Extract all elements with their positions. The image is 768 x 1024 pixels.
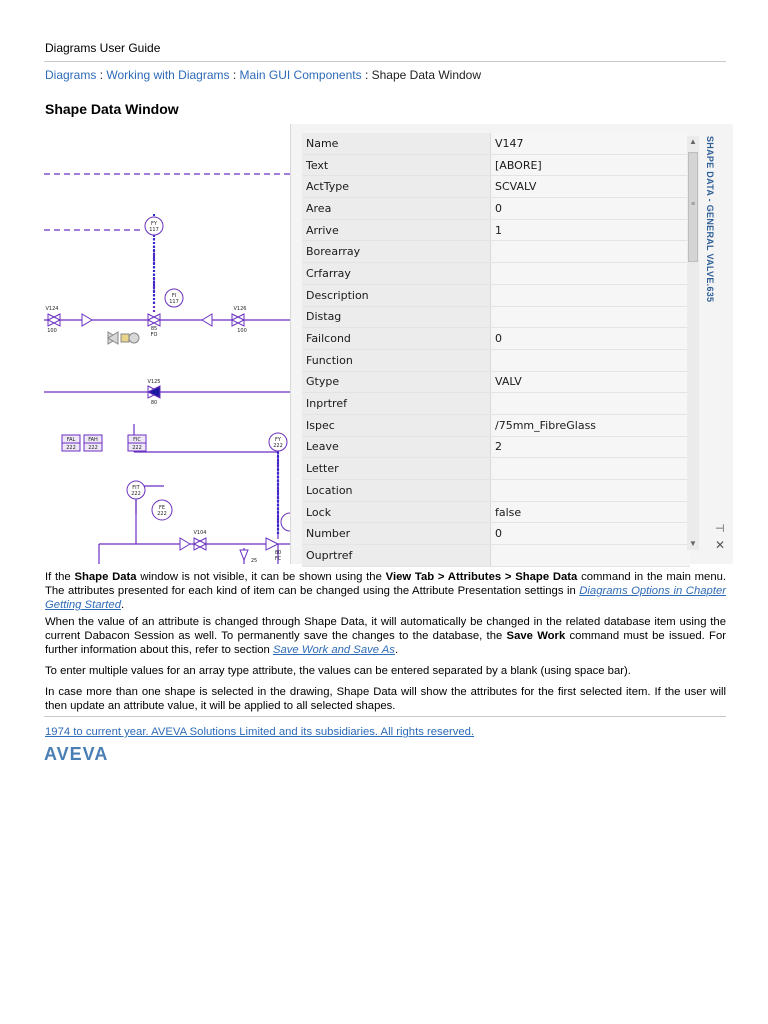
attribute-grid: [302, 133, 690, 567]
scroll-down-icon[interactable]: ▼: [689, 539, 697, 548]
attribute-value[interactable]: SCVALV: [491, 176, 691, 198]
paragraph-text: .: [120, 599, 125, 611]
table-row[interactable]: [302, 436, 690, 458]
attribute-value[interactable]: [491, 306, 691, 328]
attribute-value[interactable]: [491, 241, 691, 263]
attribute-name: Text: [302, 154, 491, 176]
scroll-up-icon[interactable]: ▲: [689, 137, 697, 146]
attribute-value[interactable]: false: [491, 501, 691, 523]
attribute-name: Arrive: [302, 219, 491, 241]
breadcrumb-current: Shape Data Window: [371, 68, 482, 82]
attribute-name: Name: [302, 133, 491, 154]
breadcrumb-link-main-gui-components[interactable]: Main GUI Components: [239, 68, 362, 82]
header-divider: [44, 61, 726, 62]
attribute-value[interactable]: [491, 480, 691, 502]
breadcrumb-link-working-with-diagrams[interactable]: Working with Diagrams: [106, 68, 230, 82]
copyright-link[interactable]: 1974 to current year. AVEVA Solutions Limited and its subsidiaries. All rights reserved.: [45, 726, 475, 738]
table-row[interactable]: [302, 349, 690, 371]
table-row[interactable]: [302, 545, 690, 567]
pin-icon[interactable]: ⊣: [715, 523, 725, 535]
breadcrumb-separator: :: [96, 68, 107, 82]
fic-label: FIC: [133, 437, 141, 443]
fe-number: 222: [157, 511, 167, 517]
paragraph-bold: Shape Data: [74, 571, 137, 583]
fy222-label: FY: [275, 437, 281, 443]
page-title: Shape Data Window: [45, 101, 179, 117]
table-row[interactable]: [302, 133, 690, 154]
table-row[interactable]: [302, 371, 690, 393]
attribute-value[interactable]: 1: [491, 219, 691, 241]
attribute-name: Location: [302, 480, 491, 502]
paragraph-multi-select: In case more than one shape is selected in the drawing, Shape Data will show the attributes for the first selected item. If the user will then update an attribute value, it will be applied to all selected shapes.: [45, 686, 726, 712]
v125-label: V125: [147, 379, 161, 385]
close-icon[interactable]: ✕: [715, 538, 726, 552]
attribute-name: Letter: [302, 458, 491, 480]
fc-label: FC: [274, 556, 282, 562]
table-row[interactable]: [302, 458, 690, 480]
fi117-label: FI: [171, 293, 177, 299]
attribute-name: Lock: [302, 501, 491, 523]
v125-size: 80: [150, 400, 158, 406]
fit-number: 222: [131, 491, 141, 497]
paragraph-visibility: [45, 570, 726, 612]
attribute-name: Ouprtref: [302, 545, 491, 567]
paragraph-array-values: To enter multiple values for an array type attribute, the values can be entered separated by a blank (using space bar).: [45, 665, 631, 677]
v124-size: 100: [47, 328, 57, 334]
guide-title: Diagrams User Guide: [45, 41, 161, 55]
fy222-number: 222: [273, 443, 283, 449]
paragraph-text: If the: [45, 571, 75, 583]
fy117-label: FY: [151, 221, 157, 227]
breadcrumb-separator: :: [229, 68, 240, 82]
table-row[interactable]: [302, 393, 690, 415]
attribute-name: Area: [302, 198, 491, 220]
attribute-value[interactable]: [491, 263, 691, 285]
v104-label: V104: [193, 530, 207, 536]
attribute-value[interactable]: [491, 458, 691, 480]
size-25-label: 25: [250, 558, 258, 564]
attribute-value[interactable]: 0: [491, 523, 691, 545]
attribute-value[interactable]: [491, 349, 691, 371]
fe-label: FE: [158, 505, 166, 511]
attribute-name: Distag: [302, 306, 491, 328]
attribute-name: Leave: [302, 436, 491, 458]
table-row[interactable]: [302, 414, 690, 436]
logo-text: AVEVA: [44, 744, 109, 764]
breadcrumb-link-diagrams[interactable]: Diagrams: [45, 68, 97, 82]
fah-label: FAH: [88, 437, 98, 443]
attribute-name: Function: [302, 349, 491, 371]
panel-title-vertical: [705, 136, 725, 436]
size-80-label: 80: [274, 550, 282, 556]
attribute-value[interactable]: [491, 284, 691, 306]
attribute-value[interactable]: [491, 545, 691, 567]
attribute-name: ActType: [302, 176, 491, 198]
fal-label: FAL: [66, 437, 76, 443]
link-save-work[interactable]: Save Work and Save As: [272, 644, 395, 656]
table-row[interactable]: [302, 284, 690, 306]
attribute-value[interactable]: 0: [491, 328, 691, 350]
table-row[interactable]: [302, 219, 690, 241]
table-row[interactable]: [302, 154, 690, 176]
attribute-value[interactable]: /75mm_FibreGlass: [491, 414, 691, 436]
attribute-value[interactable]: 0: [491, 198, 691, 220]
scroll-thumb[interactable]: [688, 152, 698, 262]
shape-data-panel: [290, 124, 733, 564]
attribute-name: Crfarray: [302, 263, 491, 285]
fy117-number: 117: [149, 227, 159, 233]
panel-title: SHAPE DATA - GENERAL VALVE.635: [705, 136, 715, 303]
paragraph-bold: Save Work: [506, 630, 566, 642]
attribute-name: Gtype: [302, 371, 491, 393]
attribute-value[interactable]: VALV: [491, 371, 691, 393]
fah-number: 222: [88, 445, 98, 451]
attribute-value[interactable]: [491, 393, 691, 415]
table-row[interactable]: [302, 480, 690, 502]
attribute-name: Description: [302, 284, 491, 306]
v126-size: 100: [237, 328, 247, 334]
valve-size: 85: [150, 326, 158, 332]
link-diagrams-options[interactable]: Diagrams Options in Chapter Getting Started: [45, 585, 726, 611]
attribute-name: Number: [302, 523, 491, 545]
table-row[interactable]: [302, 523, 690, 545]
paragraph-bold: View Tab > Attributes > Shape Data: [385, 571, 578, 583]
vertical-scrollbar[interactable]: [687, 136, 699, 550]
valve-fo: FO: [150, 332, 158, 338]
attribute-value[interactable]: V147: [491, 133, 691, 154]
paragraph-text: command in the main menu. The attributes presented for each kind of item can be changed using the Attribute Presentation settings in: [45, 571, 727, 597]
paragraph-text: .: [394, 644, 399, 656]
breadcrumb: [45, 68, 481, 82]
footer-divider: [44, 716, 726, 717]
paragraph-attribute-change: [45, 615, 726, 657]
table-row[interactable]: [302, 198, 690, 220]
attribute-name: Inprtref: [302, 393, 491, 415]
v126-label: V126: [233, 306, 247, 312]
attribute-name: Ispec: [302, 414, 491, 436]
paragraph-text: window is not visible, it can be shown using the: [136, 571, 386, 583]
attribute-value[interactable]: 2: [491, 436, 691, 458]
table-row[interactable]: [302, 176, 690, 198]
attribute-name: Borearray: [302, 241, 491, 263]
pid-diagram: [44, 124, 290, 564]
grip-icon: ≡: [691, 201, 696, 208]
v124-label: V124: [45, 306, 59, 312]
attribute-value[interactable]: [ABORE]: [491, 154, 691, 176]
fi117-number: 117: [169, 299, 179, 305]
paragraph-text: When the value of an attribute is changed through Shape Data, it will automatically be changed in the related database item using the current Dabacon Session as well. To permanently save the changes to the database, the: [45, 616, 726, 642]
attribute-name: Failcond: [302, 328, 491, 350]
paragraph-text: command must be issued. For further information about this, refer to section: [45, 630, 726, 656]
shape-data-screenshot: [44, 124, 732, 564]
fic-number: 222: [132, 445, 142, 451]
fal-number: 222: [66, 445, 76, 451]
table-row[interactable]: [302, 263, 690, 285]
breadcrumb-separator: :: [361, 68, 372, 82]
fit-label: FIT: [132, 485, 140, 491]
table-row[interactable]: [302, 328, 690, 350]
table-row[interactable]: [302, 501, 690, 523]
aveva-logo: [44, 744, 118, 764]
table-row[interactable]: [302, 306, 690, 328]
table-row[interactable]: [302, 241, 690, 263]
